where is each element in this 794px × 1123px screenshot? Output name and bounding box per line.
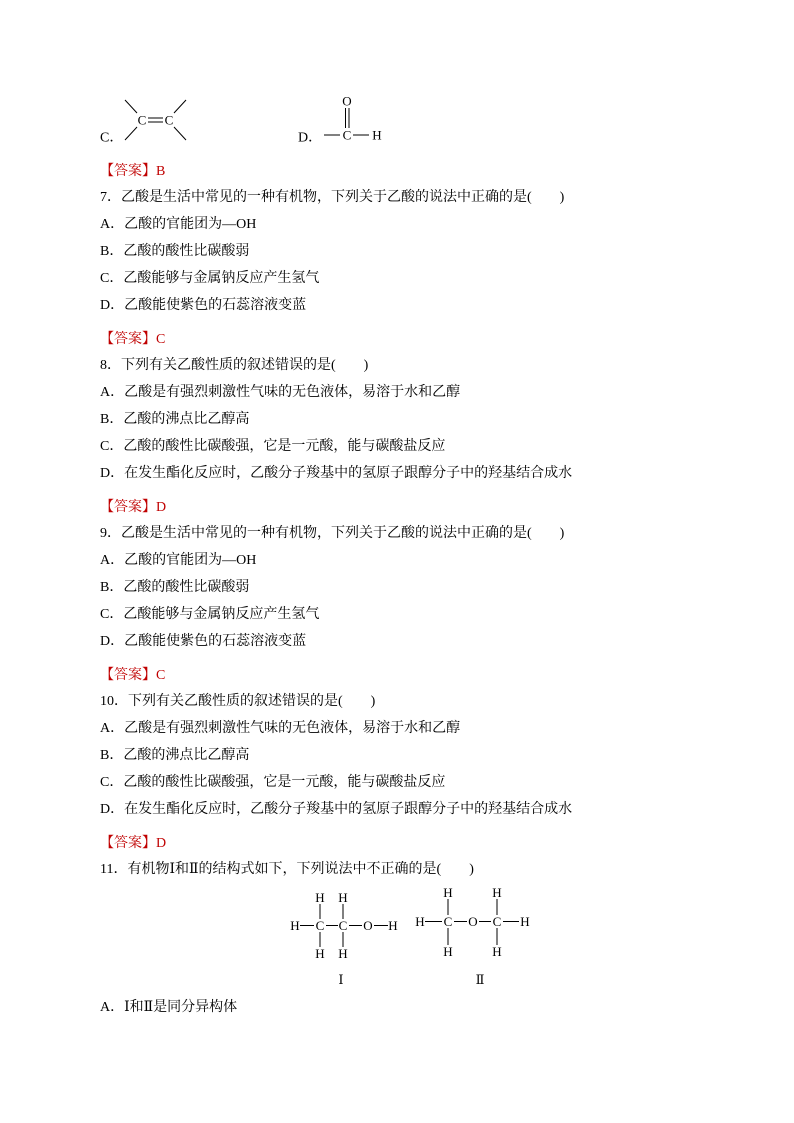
question-number: 10． xyxy=(100,693,128,709)
atom: H xyxy=(492,943,502,959)
atom: H xyxy=(388,917,398,933)
option-label: C． xyxy=(100,774,124,790)
answer-value: D xyxy=(156,835,167,851)
option-d xyxy=(298,94,382,146)
question-stem xyxy=(0,352,794,379)
bond-lower-right xyxy=(174,127,186,140)
option-label: A． xyxy=(100,720,125,736)
atom: H xyxy=(315,889,325,905)
option-c-label: C． xyxy=(100,130,124,146)
option-text: 乙酸能使紫色的石蕊溶液变蓝 xyxy=(124,297,307,313)
answer-label: 【答案】 xyxy=(100,163,156,179)
option-a xyxy=(0,379,794,406)
option-text: 乙酸能够与金属钠反应产生氢气 xyxy=(123,606,320,622)
option-d xyxy=(0,796,794,823)
answer-q10 xyxy=(0,830,794,857)
option-b xyxy=(0,238,794,265)
option-d xyxy=(0,292,794,319)
option-b xyxy=(0,742,794,769)
option-d-label: D． xyxy=(298,130,323,146)
option-label: D． xyxy=(100,633,125,649)
question-number: 7． xyxy=(100,189,121,205)
answer-label: 【答案】 xyxy=(100,667,156,683)
option-text: 在发生酯化反应时，乙酸分子羧基中的氢原子跟醇分子中的羟基结合成水 xyxy=(124,801,573,817)
option-c xyxy=(0,433,794,460)
option-label: A． xyxy=(100,999,125,1015)
option-label: C． xyxy=(100,438,124,454)
option-text: 乙酸能够与金属钠反应产生氢气 xyxy=(123,270,320,286)
option-text: 乙酸的酸性比碳酸强，它是一元酸，能与碳酸盐反应 xyxy=(123,774,446,790)
question-stem xyxy=(0,520,794,547)
alkene-structure xyxy=(125,100,186,140)
answer-q7 xyxy=(0,326,794,353)
aldehyde-structure xyxy=(324,94,382,143)
answer-value: D xyxy=(156,499,167,515)
option-b xyxy=(0,406,794,433)
bond-upper-right xyxy=(174,100,186,113)
option-text: 乙酸是有强烈刺激性气味的无色液体，易溶于水和乙醇 xyxy=(124,720,461,736)
option-c xyxy=(100,100,186,146)
atom: C xyxy=(492,913,502,929)
option-text: 乙酸的酸性比碳酸弱 xyxy=(123,243,250,259)
option-text: 乙酸能使紫色的石蕊溶液变蓝 xyxy=(124,633,307,649)
atom: H xyxy=(315,945,325,961)
atom-oxygen: O xyxy=(342,93,352,109)
option-c xyxy=(0,601,794,628)
option-text: 乙酸的酸性比碳酸弱 xyxy=(123,579,250,595)
structure-1-ethanol xyxy=(290,890,397,987)
option-label: C． xyxy=(100,270,124,286)
option-label: B． xyxy=(100,747,124,763)
option-label: A． xyxy=(100,552,125,568)
answer-value: C xyxy=(156,667,166,683)
bond-upper-left xyxy=(125,100,137,113)
atom: H xyxy=(492,884,502,900)
atom-carbon-right: C xyxy=(164,112,174,128)
atom: H xyxy=(290,917,300,933)
option-text: 乙酸是有强烈刺激性气味的无色液体，易溶于水和乙醇 xyxy=(124,384,461,400)
atom-hydrogen: H xyxy=(372,127,382,143)
atom: H xyxy=(415,913,425,929)
question-number: 11． xyxy=(100,861,128,877)
option-a xyxy=(0,994,794,1021)
option-b xyxy=(0,574,794,601)
answer-value: C xyxy=(156,331,166,347)
answer-label: 【答案】 xyxy=(100,835,156,851)
option-text: 乙酸的官能团为—OH xyxy=(124,552,257,568)
answer-label: 【答案】 xyxy=(100,499,156,515)
atom: H xyxy=(520,913,530,929)
option-a xyxy=(0,211,794,238)
option-text: 乙酸的官能团为—OH xyxy=(124,216,257,232)
atom: C xyxy=(338,917,348,933)
atom-carbon-left: C xyxy=(137,112,147,128)
question-text: 下列有关乙酸性质的叙述错误的是( ) xyxy=(128,693,376,709)
question-stem xyxy=(0,688,794,715)
option-label: D． xyxy=(100,297,125,313)
atom: O xyxy=(363,917,373,933)
atom: H xyxy=(443,943,453,959)
question-text: 有机物Ⅰ和Ⅱ的结构式如下，下列说法中不正确的是( ) xyxy=(127,861,474,877)
option-label: C． xyxy=(100,606,124,622)
atom: H xyxy=(338,889,348,905)
option-c xyxy=(0,769,794,796)
q6-options-c-d xyxy=(0,0,794,158)
atom-carbon: C xyxy=(342,127,352,143)
option-text: 乙酸的酸性比碳酸强，它是一元酸，能与碳酸盐反应 xyxy=(123,438,446,454)
question-list xyxy=(0,158,794,1021)
atom: C xyxy=(443,913,453,929)
answer-value: B xyxy=(156,163,166,179)
option-text: 乙酸的沸点比乙醇高 xyxy=(123,411,250,427)
option-d xyxy=(0,628,794,655)
question-number: 8． xyxy=(100,357,121,373)
option-d xyxy=(0,460,794,487)
answer-label: 【答案】 xyxy=(100,331,156,347)
option-label: B． xyxy=(100,243,124,259)
answer-q8 xyxy=(0,494,794,521)
answer-q9 xyxy=(0,662,794,689)
question-text: 乙酸是生活中常见的一种有机物，下列关于乙酸的说法中正确的是( ) xyxy=(121,189,565,205)
question-text: 下列有关乙酸性质的叙述错误的是( ) xyxy=(121,357,369,373)
question-text: 乙酸是生活中常见的一种有机物，下列关于乙酸的说法中正确的是( ) xyxy=(121,525,565,541)
structure-2-label: Ⅱ xyxy=(475,971,485,987)
bond-lower-left xyxy=(125,127,137,140)
atom: C xyxy=(315,917,325,933)
question-stem xyxy=(0,184,794,211)
option-label: D． xyxy=(100,465,125,481)
structure-2-dimethyl-ether xyxy=(415,885,529,987)
option-text: Ⅰ和Ⅱ是同分异构体 xyxy=(124,999,238,1015)
option-a xyxy=(0,547,794,574)
option-c xyxy=(0,265,794,292)
option-label: B． xyxy=(100,411,124,427)
question-number: 9． xyxy=(100,525,121,541)
option-label: D． xyxy=(100,801,125,817)
option-label: A． xyxy=(100,216,125,232)
structural-formulas xyxy=(0,883,794,994)
atom: H xyxy=(338,945,348,961)
option-a xyxy=(0,715,794,742)
option-label: B． xyxy=(100,579,124,595)
option-label: A． xyxy=(100,384,125,400)
question-stem xyxy=(0,856,794,883)
atom: H xyxy=(443,884,453,900)
answer-q6 xyxy=(0,158,794,185)
atom: O xyxy=(468,913,478,929)
structure-1-label: Ⅰ xyxy=(338,971,344,987)
option-text: 乙酸的沸点比乙醇高 xyxy=(123,747,250,763)
option-text: 在发生酯化反应时，乙酸分子羧基中的氢原子跟醇分子中的羟基结合成水 xyxy=(124,465,573,481)
